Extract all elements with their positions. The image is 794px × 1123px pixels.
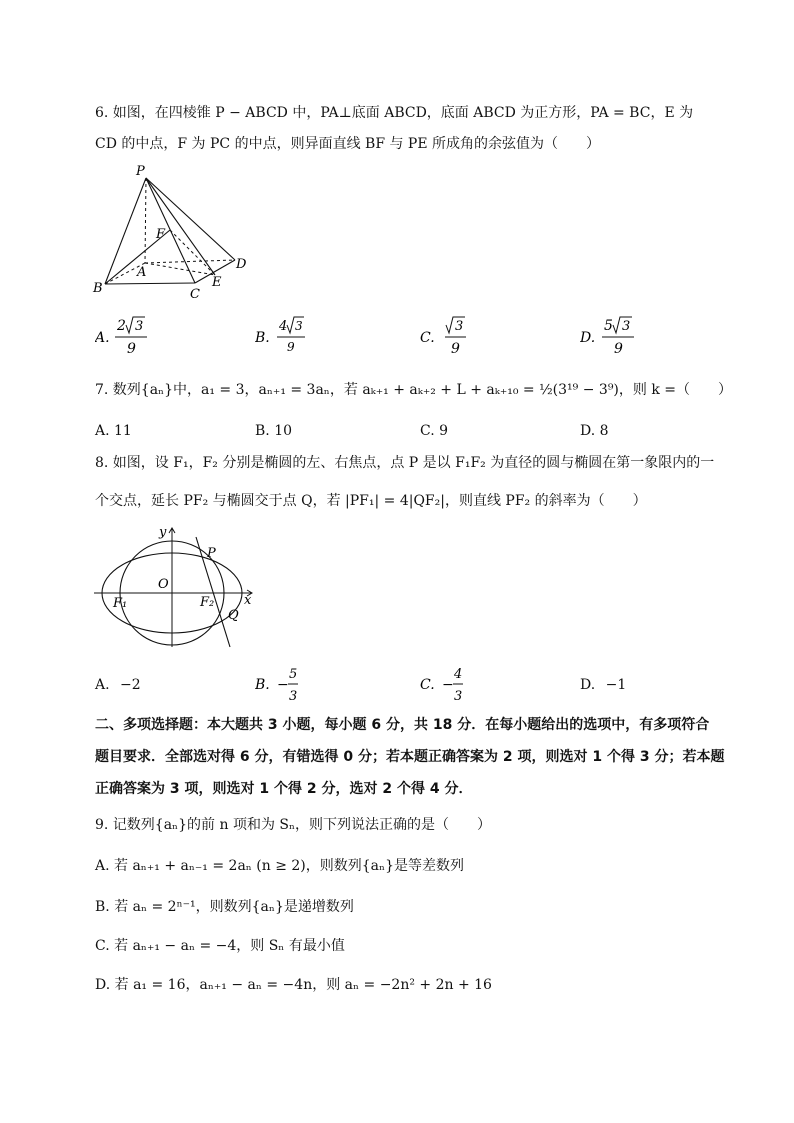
label-O: O — [158, 577, 169, 592]
label-P: P — [136, 164, 145, 179]
label-P: P — [207, 546, 216, 561]
label-Q: Q — [228, 608, 239, 623]
q9-option-a: A. 若 aₙ₊₁ + aₙ₋₁ = 2aₙ (n ≥ 2)，则数列{aₙ}是等差数列 — [95, 858, 464, 874]
q8-stem-line1: 8. 如图，设 F₁，F₂ 分别是椭圆的左、右焦点，点 P 是以 F₁F₂ 为直径的圆与椭圆在第一象限内的一 — [95, 455, 715, 471]
label-y: y — [159, 525, 167, 540]
section2-line2: 题目要求．全部选对得 6 分，有错选得 0 分；若本题正确答案为 2 项，则选对 1 个得 3 分；若本题 — [95, 749, 725, 765]
q6-option-d-den: 9 — [614, 341, 623, 357]
q6-option-a-letter: A. — [95, 330, 110, 346]
q6-option-a-rad: 3 — [135, 319, 144, 334]
q8-option-b-sign: − — [277, 677, 289, 693]
label-C: C — [190, 287, 200, 300]
q6-option-c — [420, 315, 490, 365]
q7-option-b: B. 10 — [255, 423, 293, 439]
q8-option-b-num: 5 — [289, 667, 298, 682]
q6-option-c-letter: C. — [420, 330, 435, 346]
ellipse-figure — [92, 522, 262, 652]
label-F1: F₁ — [113, 596, 128, 611]
q6-option-b — [255, 315, 325, 365]
label-F2: F₂ — [200, 595, 215, 610]
q6-option-b-den: 9 — [287, 340, 295, 354]
label-A: A — [137, 265, 147, 280]
q6-option-d — [580, 315, 650, 365]
q8-option-a-value: −2 — [120, 677, 141, 693]
label-B: B — [93, 281, 103, 296]
q6-option-d-coef: 5 — [604, 318, 613, 334]
q8-option-d — [580, 675, 626, 695]
q6-option-a — [95, 315, 165, 365]
q8-option-c-num: 4 — [454, 667, 463, 682]
q8-stem-line2: 个交点，延长 PF₂ 与椭圆交于点 Q，若 |PF₁| = 4|QF₂|，则直线 PF₂ 的斜率为（ ） — [95, 493, 647, 509]
pyramid-figure — [90, 160, 260, 300]
q8-option-c — [420, 662, 480, 714]
q7-option-a: A. 11 — [95, 423, 132, 439]
q8-option-d-value: −1 — [605, 677, 627, 693]
q8-option-d-letter: D. — [580, 677, 596, 693]
label-D: D — [236, 257, 247, 272]
q8-option-c-den: 3 — [454, 689, 463, 704]
q8-option-b-letter: B. — [255, 677, 270, 693]
q7-stem: 7. 数列{aₙ}中，a₁ = 3，aₙ₊₁ = 3aₙ，若 aₖ₊₁ + aₖ₊₂ + L + aₖ₊₁₀ = ½(3¹⁹ − 3⁹)，则 k =（ ） — [95, 382, 733, 398]
q8-option-c-letter: C. — [420, 677, 435, 693]
q7-option-c: C. 9 — [420, 423, 449, 439]
q8-option-c-sign: − — [442, 677, 454, 693]
q9-option-c: C. 若 aₙ₊₁ − aₙ = −4，则 Sₙ 有最小值 — [95, 938, 345, 954]
q9-stem: 9. 记数列{aₙ}的前 n 项和为 Sₙ，则下列说法正确的是（ ） — [95, 817, 492, 833]
q6-stem-line2: CD 的中点，F 为 PC 的中点，则异面直线 BF 与 PE 所成角的余弦值为（ ） — [95, 136, 601, 152]
q7-option-d: D. 8 — [580, 423, 609, 439]
q6-option-b-coef: 4 — [279, 319, 288, 334]
q8-option-b-den: 3 — [289, 689, 298, 704]
q6-option-b-letter: B. — [255, 330, 270, 346]
q6-option-a-den: 9 — [127, 341, 136, 357]
q8-option-a — [95, 675, 141, 695]
q6-option-c-rad: 3 — [455, 319, 464, 334]
label-x: x — [244, 593, 252, 608]
q8-option-b — [255, 662, 315, 714]
q8-option-a-letter: A. — [95, 677, 110, 693]
q6-option-c-den: 9 — [451, 341, 460, 357]
q6-option-a-coef: 2 — [117, 318, 126, 334]
label-E: E — [212, 275, 222, 290]
section2-line1: 二、多项选择题：本大题共 3 小题，每小题 6 分，共 18 分．在每小题给出的选项中，有多项符合 — [95, 717, 710, 733]
q6-stem-line1: 6. 如图，在四棱锥 P − ABCD 中，PA⊥底面 ABCD，底面 ABCD 为正方形，PA = BC，E 为 — [95, 105, 694, 121]
q9-option-b: B. 若 aₙ = 2ⁿ⁻¹，则数列{aₙ}是递增数列 — [95, 899, 354, 915]
q6-option-b-rad: 3 — [295, 319, 303, 333]
q6-option-d-rad: 3 — [622, 319, 631, 334]
section2-line3: 正确答案为 3 项，则选对 1 个得 2 分，选对 2 个得 4 分． — [95, 781, 473, 797]
label-F: F — [156, 227, 166, 242]
q6-option-d-letter: D. — [580, 330, 596, 346]
q9-option-d: D. 若 a₁ = 16，aₙ₊₁ − aₙ = −4n，则 aₙ = −2n² + 2n + 16 — [95, 977, 492, 993]
